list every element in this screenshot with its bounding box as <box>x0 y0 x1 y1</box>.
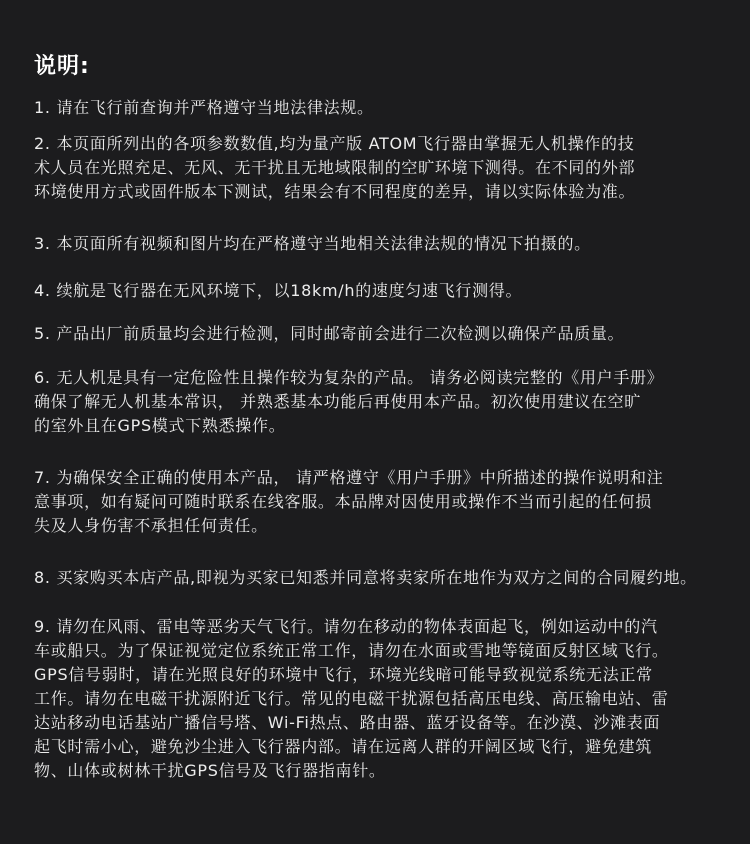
note-line: 9. 请勿在风雨、雷电等恶劣天气飞行。请勿在移动的物体表面起飞，例如运动中的汽 <box>34 617 658 636</box>
note-line: GPS信号弱时，请在光照良好的环境中飞行，环境光线暗可能导致视觉系统无法正常 <box>34 665 653 684</box>
note-7 <box>34 466 734 538</box>
note-line: 达站移动电话基站广播信号塔、Wi-Fi热点、路由器、蓝牙设备等。在沙漠、沙滩表面 <box>34 713 661 732</box>
note-line: 确保了解无人机基本常识， 并熟悉基本功能后再使用本产品。初次使用建议在空旷 <box>34 392 641 411</box>
note-line: 失及人身伤害不承担任何责任。 <box>34 516 268 535</box>
note-line: 物、山体或树林干扰GPS信号及飞行器指南针。 <box>34 761 386 780</box>
note-3 <box>34 232 734 256</box>
note-6 <box>34 366 734 438</box>
note-line: 8. 买家购买本店产品,即视为买家已知悉并同意将卖家所在地作为双方之间的合同履约地。 <box>34 568 697 587</box>
note-line: 5. 产品出厂前质量均会进行检测，同时邮寄前会进行二次检测以确保产品质量。 <box>34 324 625 343</box>
page-title: 说明: <box>34 54 90 79</box>
note-line: 3. 本页面所有视频和图片均在严格遵守当地相关法律法规的情况下拍摄的。 <box>34 234 591 253</box>
note-4 <box>34 279 734 303</box>
note-1 <box>34 96 734 120</box>
note-line: 4. 续航是飞行器在无风环境下，以18km/h的速度匀速飞行测得。 <box>34 281 523 300</box>
note-line: 环境使用方式或固件版本下测试，结果会有不同程度的差异，请以实际体验为准。 <box>34 182 636 201</box>
note-5 <box>34 322 734 346</box>
note-line: 意事项，如有疑问可随时联系在线客服。本品牌对因使用或操作不当而引起的任何损 <box>34 492 652 511</box>
note-line: 的室外且在GPS模式下熟悉操作。 <box>34 416 286 435</box>
note-line: 1. 请在飞行前查询并严格遵守当地法律法规。 <box>34 98 374 117</box>
note-line: 2. 本页面所列出的各项参数数值,均为量产版 ATOM飞行器由掌握无人机操作的技 <box>34 134 635 153</box>
note-line: 7. 为确保安全正确的使用本产品， 请严格遵守《用户手册》中所描述的操作说明和注 <box>34 468 664 487</box>
note-8 <box>34 566 734 590</box>
note-line: 车或船只。为了保证视觉定位系统正常工作，请勿在水面或雪地等镜面反射区域飞行。 <box>34 641 669 660</box>
note-line: 术人员在光照充足、无风、无干扰且无地域限制的空旷环境下测得。在不同的外部 <box>34 158 636 177</box>
note-2 <box>34 132 734 204</box>
note-line: 6. 无人机是具有一定危险性且操作较为复杂的产品。 请务必阅读完整的《用户手册》 <box>34 368 664 387</box>
note-line: 起飞时需小心，避免沙尘进入飞行器内部。请在远离人群的开阔区域飞行，避免建筑 <box>34 737 652 756</box>
note-9 <box>34 615 734 783</box>
note-line: 工作。请勿在电磁干扰源附近飞行。常见的电磁干扰源包括高压电线、高压输电站、雷 <box>34 689 669 708</box>
